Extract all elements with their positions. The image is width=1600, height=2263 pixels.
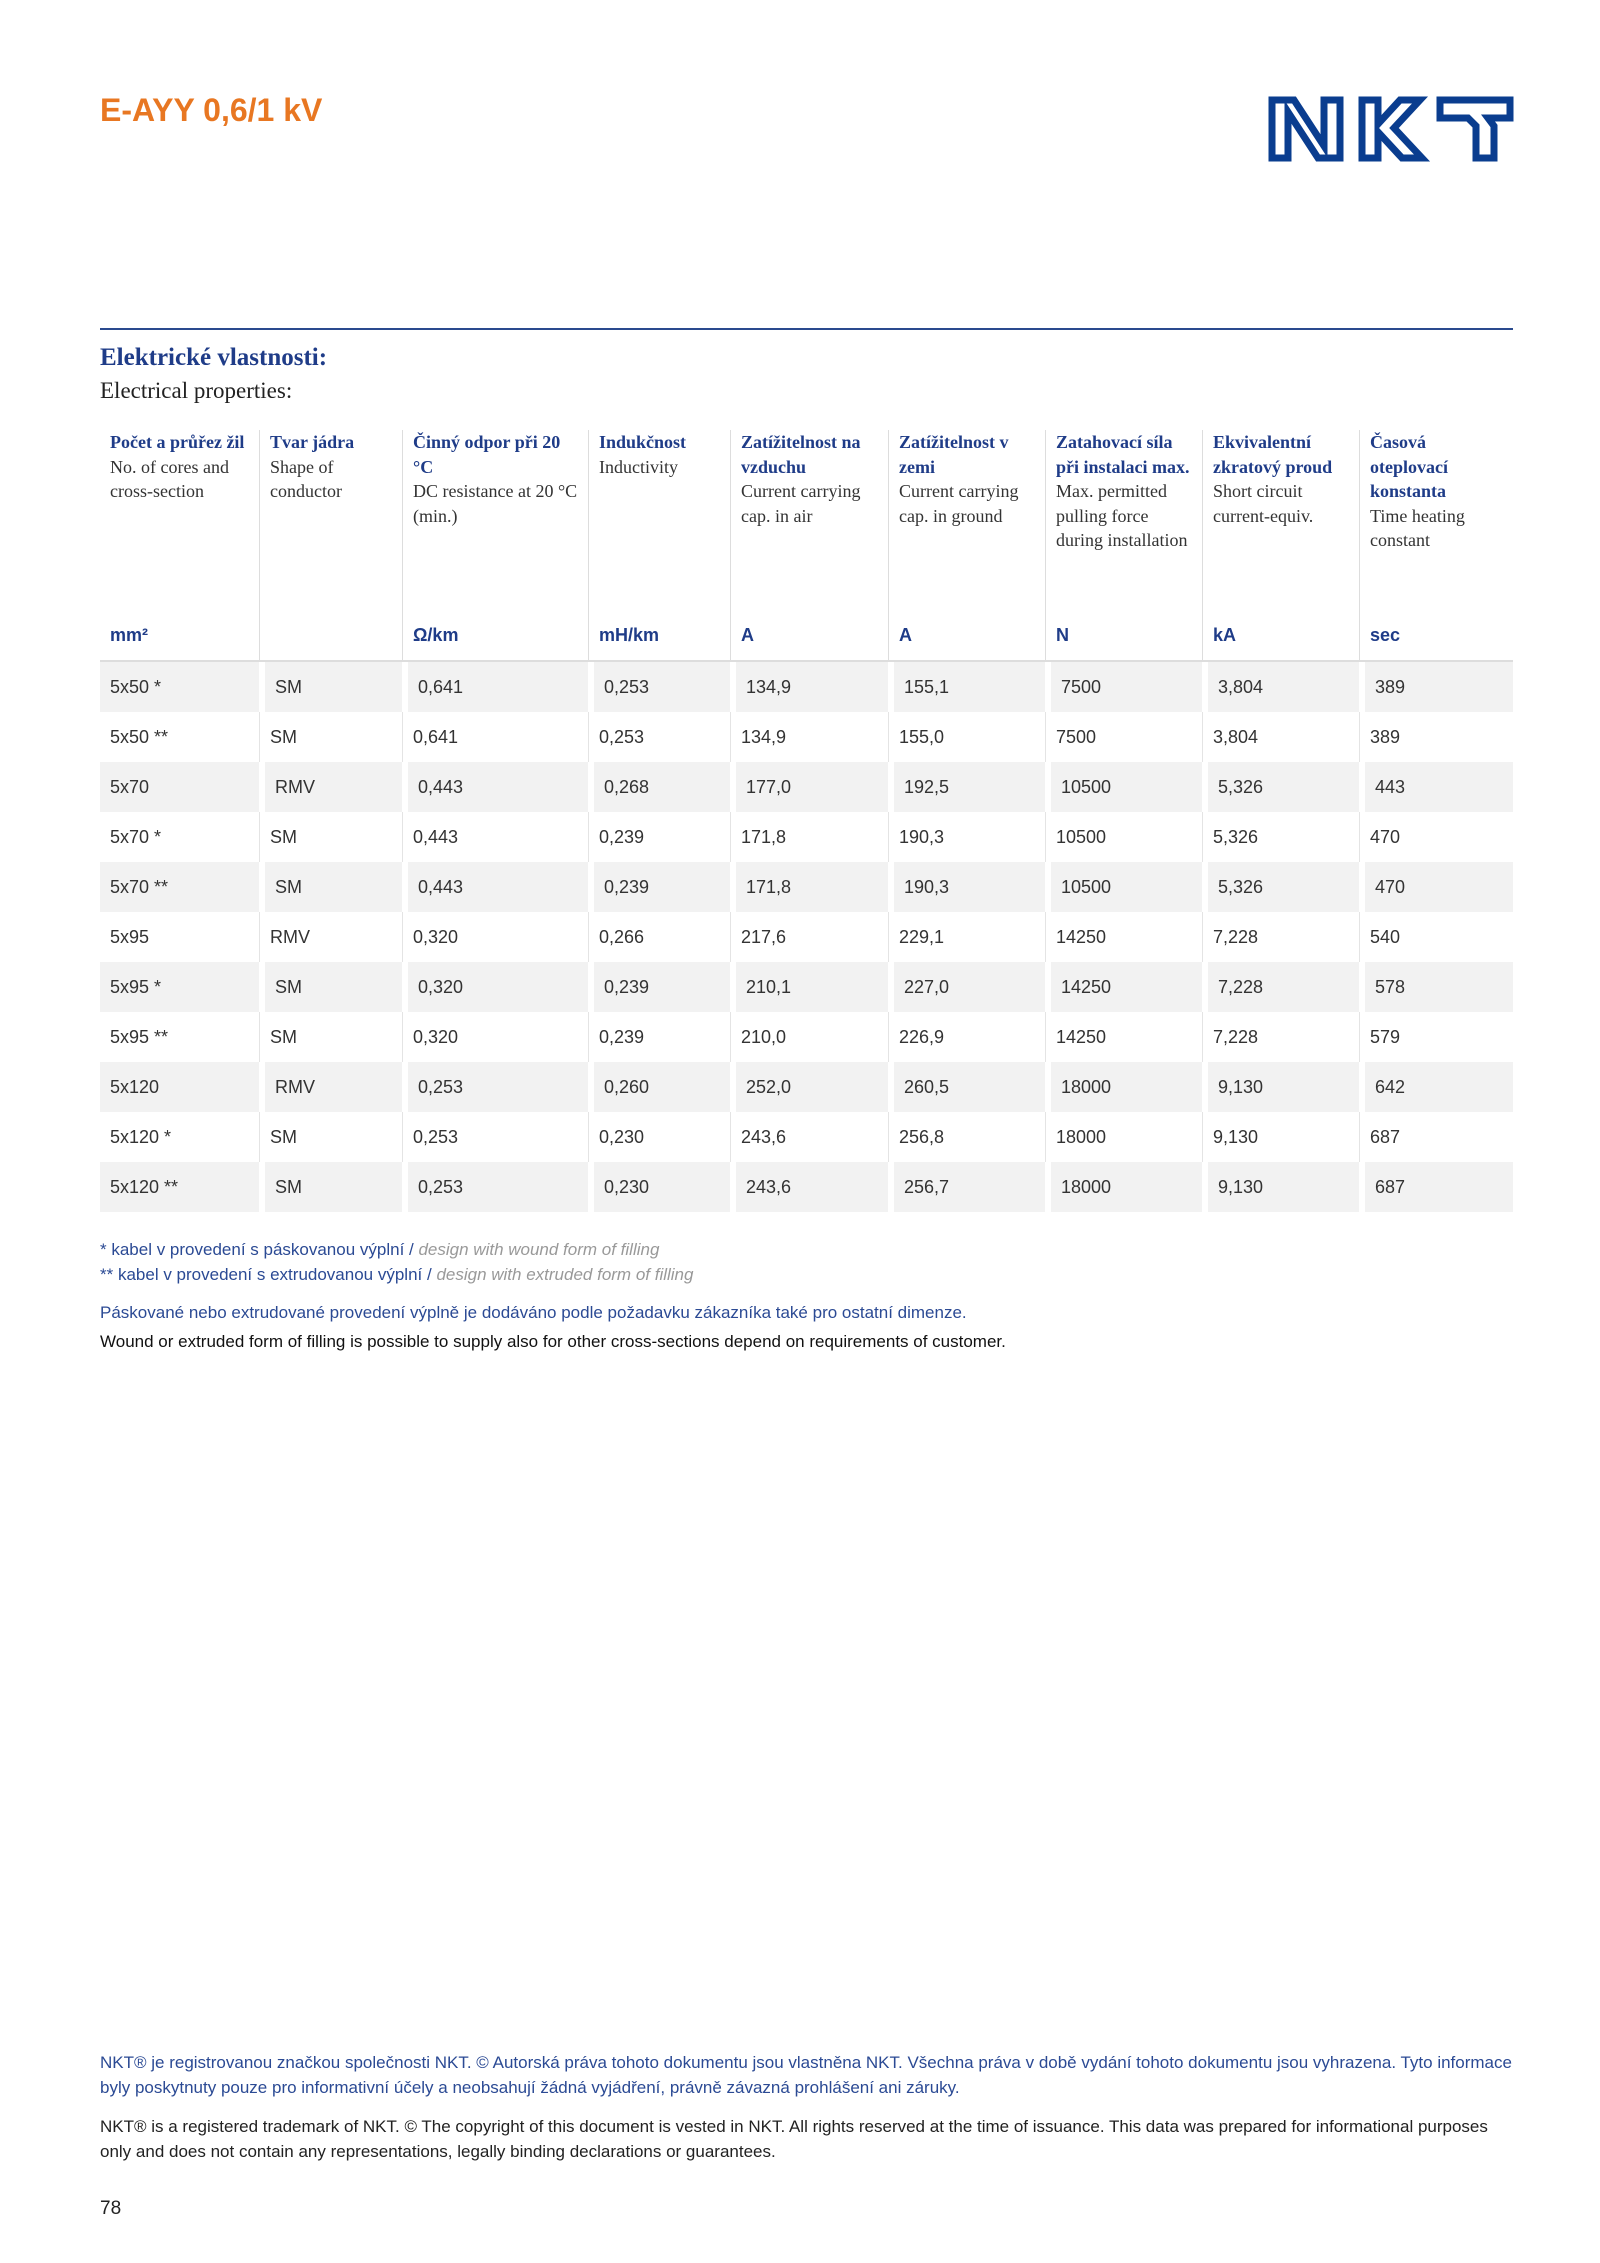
- table-cell: 3,804: [1202, 662, 1359, 712]
- table-cell: 0,239: [588, 812, 730, 862]
- table-cell: 5,326: [1202, 762, 1359, 812]
- table-cell: 0,230: [588, 1112, 730, 1162]
- table-cell: 0,268: [588, 762, 730, 812]
- table-cell: 642: [1359, 1062, 1513, 1112]
- table-cell: 0,253: [402, 1062, 588, 1112]
- table-cell: 0,260: [588, 1062, 730, 1112]
- column-header-cz: Zatahovací síla při instalaci max.: [1056, 432, 1190, 477]
- table-cell: 260,5: [888, 1062, 1045, 1112]
- table-cell: 171,8: [730, 862, 888, 912]
- table-cell: 0,253: [402, 1112, 588, 1162]
- column-unit: A: [888, 610, 1045, 662]
- table-row: [100, 1112, 1513, 1162]
- table-cell: 579: [1359, 1012, 1513, 1062]
- table-cell: RMV: [259, 1062, 402, 1112]
- column-header: [888, 430, 1045, 610]
- table-cell: 134,9: [730, 662, 888, 712]
- table-cell: 0,320: [402, 912, 588, 962]
- column-header-en: No. of cores and cross-section: [110, 456, 229, 501]
- column-header-cz: Ekvivalentní zkratový proud: [1213, 432, 1333, 477]
- table-cell: 7500: [1045, 662, 1202, 712]
- column-header: [100, 430, 259, 610]
- table-cell: 3,804: [1202, 712, 1359, 762]
- table-cell: 155,0: [888, 712, 1045, 762]
- table-cell: 190,3: [888, 862, 1045, 912]
- footnote-2-cz: ** kabel v provedení s extrudovanou výplní /: [100, 1265, 437, 1284]
- table-cell: 18000: [1045, 1112, 1202, 1162]
- footer-disclaimer-cz: NKT® je registrovanou značkou společnosti NKT. © Autorská práva tohoto dokumentu jsou vlastněna NKT. Všechna práva v době vydání tohoto dokumentu jsou vyhrazena. Tyto informace byly poskytnuty pouze pro informativní účely a neobsahují žádná vyjádření, právně závazná prohlášení ani záruky.: [100, 2053, 1512, 2097]
- table-row: [100, 712, 1513, 762]
- column-header-cz: Počet a průřez žil: [110, 432, 245, 452]
- table-cell: 0,253: [588, 662, 730, 712]
- table-cell: 256,7: [888, 1162, 1045, 1212]
- table-cell: 0,443: [402, 812, 588, 862]
- table-cell: SM: [259, 662, 402, 712]
- table-cell: SM: [259, 812, 402, 862]
- table-cell: 5,326: [1202, 812, 1359, 862]
- table-cell: 0,230: [588, 1162, 730, 1212]
- table-cell: 18000: [1045, 1062, 1202, 1112]
- header-divider: [100, 328, 1513, 330]
- table-cell: 10500: [1045, 812, 1202, 862]
- table-cell: 5x95 **: [100, 1012, 259, 1062]
- table-cell: 470: [1359, 812, 1513, 862]
- table-cell: 0,239: [588, 962, 730, 1012]
- column-header-en: Shape of conductor: [270, 456, 342, 501]
- table-cell: 243,6: [730, 1112, 888, 1162]
- table-cell: 14250: [1045, 912, 1202, 962]
- table-row: [100, 862, 1513, 912]
- column-header-cz: Indukčnost: [599, 432, 687, 452]
- table-cell: 210,0: [730, 1012, 888, 1062]
- column-header: [259, 430, 402, 610]
- table-row: [100, 1162, 1513, 1212]
- table-cell: 5x95 *: [100, 962, 259, 1012]
- column-unit: kA: [1202, 610, 1359, 662]
- table-cell: SM: [259, 712, 402, 762]
- table-cell: 5x120: [100, 1062, 259, 1112]
- table-cell: 177,0: [730, 762, 888, 812]
- section-title-cz: Elektrické vlastnosti:: [100, 344, 328, 371]
- table-cell: 7,228: [1202, 1012, 1359, 1062]
- table-cell: 5x70 *: [100, 812, 259, 862]
- table-cell: 0,266: [588, 912, 730, 962]
- table-cell: 443: [1359, 762, 1513, 812]
- table-cell: 9,130: [1202, 1162, 1359, 1212]
- table-cell: 256,8: [888, 1112, 1045, 1162]
- table-cell: 9,130: [1202, 1112, 1359, 1162]
- table-cell: SM: [259, 1112, 402, 1162]
- table-cell: 470: [1359, 862, 1513, 912]
- table-row: [100, 762, 1513, 812]
- table-cell: 5x120 **: [100, 1162, 259, 1212]
- column-header: [730, 430, 888, 610]
- note-en: Wound or extruded form of filling is possible to supply also for other cross-sections depend on requirements of customer.: [100, 1332, 1006, 1351]
- column-unit: sec: [1359, 610, 1513, 662]
- table-cell: 0,641: [402, 712, 588, 762]
- column-header-en: Current carrying cap. in ground: [899, 481, 1019, 526]
- document-title: E-AYY 0,6/1 kV: [100, 92, 323, 128]
- table-cell: RMV: [259, 912, 402, 962]
- column-header-cz: Časová oteplovací konstanta: [1370, 432, 1448, 501]
- table-row: [100, 1062, 1513, 1112]
- table-row: [100, 912, 1513, 962]
- column-header-cz: Činný odpor při 20 °C: [413, 432, 561, 477]
- column-header: [1359, 430, 1513, 610]
- table-cell: 0,253: [402, 1162, 588, 1212]
- note-cz: Páskované nebo extrudované provedení výplně je dodáváno podle požadavku zákazníka také pro ostatní dimenze.: [100, 1303, 967, 1322]
- column-header: [402, 430, 588, 610]
- footnote-1: [100, 1240, 659, 1260]
- table-cell: 5x50 **: [100, 712, 259, 762]
- table-cell: 210,1: [730, 962, 888, 1012]
- table-cell: 7,228: [1202, 962, 1359, 1012]
- table-cell: 7,228: [1202, 912, 1359, 962]
- table-cell: SM: [259, 1012, 402, 1062]
- column-unit: mm²: [100, 610, 259, 662]
- column-header-en: DC resistance at 20 °C (min.): [413, 481, 578, 526]
- table-cell: 192,5: [888, 762, 1045, 812]
- column-header: [1202, 430, 1359, 610]
- column-header: [1045, 430, 1202, 610]
- table-cell: RMV: [259, 762, 402, 812]
- column-header-en: Max. permitted pulling force during installation: [1056, 481, 1188, 550]
- table-cell: 578: [1359, 962, 1513, 1012]
- table-cell: 134,9: [730, 712, 888, 762]
- table-cell: 14250: [1045, 1012, 1202, 1062]
- table-cell: 10500: [1045, 862, 1202, 912]
- table-cell: 389: [1359, 712, 1513, 762]
- table-cell: 540: [1359, 912, 1513, 962]
- page-number: 78: [100, 2198, 122, 2219]
- column-header: [588, 430, 730, 610]
- table-cell: 252,0: [730, 1062, 888, 1112]
- section-title-en: Electrical properties:: [100, 378, 293, 403]
- column-unit: Ω/km: [402, 610, 588, 662]
- column-unit: [259, 610, 402, 662]
- table-cell: 18000: [1045, 1162, 1202, 1212]
- table-cell: SM: [259, 862, 402, 912]
- table-cell: 0,239: [588, 862, 730, 912]
- table-cell: 217,6: [730, 912, 888, 962]
- table-cell: 227,0: [888, 962, 1045, 1012]
- footer-disclaimer-en: NKT® is a registered trademark of NKT. © The copyright of this document is vested in NKT. All rights reserved at the time of issuance. This data was prepared for informational purposes only and does not contain any representations, legally binding declarations or guarantees.: [100, 2117, 1488, 2161]
- column-header-en: Time heating constant: [1370, 505, 1465, 550]
- column-unit: N: [1045, 610, 1202, 662]
- table-cell: 229,1: [888, 912, 1045, 962]
- table-cell: 5x70: [100, 762, 259, 812]
- table-cell: 389: [1359, 662, 1513, 712]
- table-row: [100, 812, 1513, 862]
- table-cell: 0,320: [402, 962, 588, 1012]
- table-cell: 155,1: [888, 662, 1045, 712]
- table-row: [100, 662, 1513, 712]
- column-header-cz: Tvar jádra: [270, 432, 355, 452]
- table-cell: 687: [1359, 1112, 1513, 1162]
- table-cell: 0,239: [588, 1012, 730, 1062]
- table-cell: 0,641: [402, 662, 588, 712]
- table-cell: 5,326: [1202, 862, 1359, 912]
- table-cell: 0,443: [402, 862, 588, 912]
- table-cell: 5x95: [100, 912, 259, 962]
- nkt-logo: [1268, 96, 1514, 162]
- column-header-cz: Zatížitelnost v zemi: [899, 432, 1009, 477]
- table-cell: 5x120 *: [100, 1112, 259, 1162]
- footnote-1-cz: * kabel v provedení s páskovanou výplní /: [100, 1240, 419, 1259]
- footnote-1-en: design with wound form of filling: [418, 1240, 660, 1259]
- column-unit: A: [730, 610, 888, 662]
- footnote-2: [100, 1265, 693, 1285]
- table-cell: 7500: [1045, 712, 1202, 762]
- table-cell: 0,443: [402, 762, 588, 812]
- table-cell: 9,130: [1202, 1062, 1359, 1112]
- column-header-en: Current carrying cap. in air: [741, 481, 861, 526]
- column-header-en: Short circuit current-equiv.: [1213, 481, 1314, 526]
- electrical-properties-table: [100, 430, 1513, 1212]
- table-cell: 0,320: [402, 1012, 588, 1062]
- table-cell: 171,8: [730, 812, 888, 862]
- column-header-en: Inductivity: [599, 456, 678, 477]
- table-cell: 14250: [1045, 962, 1202, 1012]
- table-cell: SM: [259, 962, 402, 1012]
- table-cell: SM: [259, 1162, 402, 1212]
- table-cell: 226,9: [888, 1012, 1045, 1062]
- table-cell: 5x50 *: [100, 662, 259, 712]
- column-header-cz: Zatížitelnost na vzduchu: [741, 432, 861, 477]
- table-cell: 5x70 **: [100, 862, 259, 912]
- table-cell: 190,3: [888, 812, 1045, 862]
- table-cell: 687: [1359, 1162, 1513, 1212]
- table-row: [100, 962, 1513, 1012]
- footnote-2-en: design with extruded form of filling: [436, 1265, 694, 1284]
- table-cell: 10500: [1045, 762, 1202, 812]
- table-cell: 243,6: [730, 1162, 888, 1212]
- table-cell: 0,253: [588, 712, 730, 762]
- column-unit: mH/km: [588, 610, 730, 662]
- table-row: [100, 1012, 1513, 1062]
